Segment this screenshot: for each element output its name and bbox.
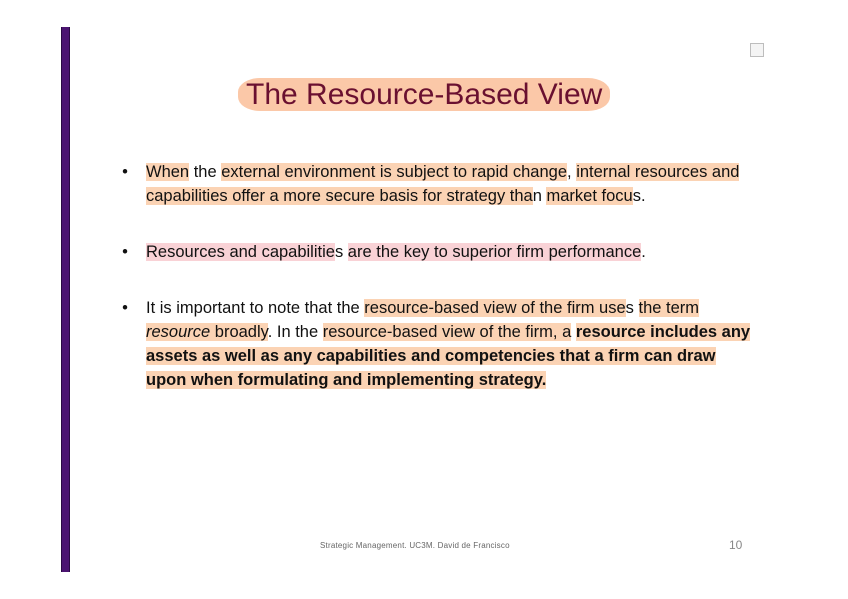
text-segment: Resources and capabilitie [146, 243, 335, 261]
title-text: The Resource-Based View [238, 78, 610, 111]
text-segment: . [641, 243, 646, 261]
text-segment: are the key to superior firm performance [347, 243, 642, 261]
bullet-marker: • [122, 243, 128, 261]
text-segment: resource [146, 323, 211, 341]
text-segment: resource-based view of the firm use [364, 299, 626, 317]
bullet-item [118, 160, 758, 208]
text-segment: internal resources and capabilities offer a more secure basis for strategy tha [146, 163, 740, 205]
text-segment: broadly [210, 323, 268, 341]
slide-footer: Strategic Management. UC3M. David de Francisco [320, 541, 510, 550]
bullet-text [146, 299, 750, 389]
text-segment: n [532, 187, 547, 205]
text-segment: market focu [546, 187, 633, 205]
text-segment: the term [638, 299, 700, 317]
text-segment: resource-based view of the firm, a [322, 323, 572, 341]
bullet-text [146, 163, 739, 205]
text-segment: It is important to note that the [146, 299, 365, 317]
page-number: 10 [729, 538, 743, 552]
slide-checkbox[interactable] [750, 43, 764, 57]
text-segment: When [146, 163, 190, 181]
bullet-item [118, 296, 758, 392]
text-segment: the [189, 163, 222, 181]
slide-title [230, 73, 618, 117]
text-segment: s [334, 243, 348, 261]
text-segment: , [567, 163, 577, 181]
bullet-marker: • [122, 299, 128, 317]
text-segment: . In the [267, 323, 323, 341]
bullet-marker: • [122, 163, 128, 181]
bullet-text [146, 243, 646, 261]
bullet-list [118, 160, 758, 392]
text-segment: resource includes any assets as well as any capabilities and competencies that a firm can draw upon when formulating and implementing strategy. [146, 323, 751, 389]
bullet-item [118, 240, 758, 264]
text-segment: s [625, 299, 639, 317]
text-segment: external environment is subject to rapid change [221, 163, 568, 181]
left-accent-bar [61, 27, 70, 572]
text-segment: s. [632, 187, 646, 205]
